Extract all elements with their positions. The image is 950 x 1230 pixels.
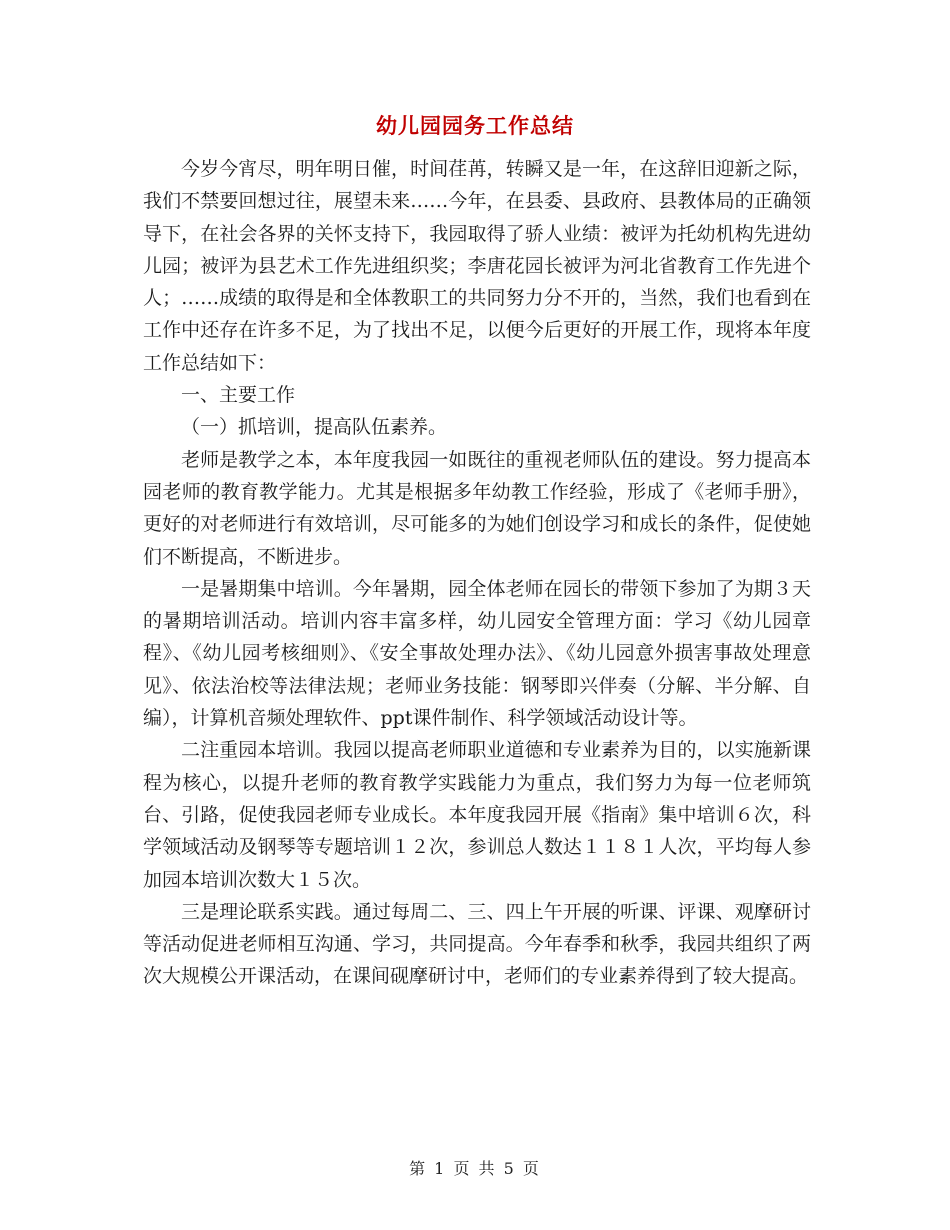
paragraph-summer-training: 一是暑期集中培训。今年暑期，园全体老师在园长的带领下参加了为期３天的暑期培训活动。培训内容丰富多样，幼儿园安全管理方面：学习《幼儿园章程》、《幼儿园考核细则》、《安全事故处理办法》、《幼儿园意外损害事故处理意见》、依法治校等法律法规；老师业务技能：钢琴即兴伴奏（分解、半分解、自编），计算机音频处理软件、ppt课件制作、科学领域活动设计等。 <box>143 577 811 730</box>
paragraph-teachers: 老师是教学之本，本年度我园一如既往的重视老师队伍的建设。努力提高本园老师的教育教学能力。尤其是根据多年幼教工作经验，形成了《老师手册》，更好的对老师进行有效培训，尽可能多的为她们创设学习和成长的条件，促使她们不断提高，不断进步。 <box>143 448 811 568</box>
subsection-heading-training: （一）抓培训，提高队伍素养。 <box>181 416 448 439</box>
document-body <box>143 153 811 993</box>
document-title: 幼儿园园务工作总结 <box>376 113 574 138</box>
paragraph-school-training: 二注重园本培训。我园以提高老师职业道德和专业素养为目的，以实施新课程为核心，以提升老师的教育教学实践能力为重点，我们努力为每一位老师筑台、引路，促使我园老师专业成长。本年度我园开展《指南》集中培训６次，科学领域活动及钢琴等专题培训１２次，参训总人数达１１８１人次，平均每人参加园本培训次数大１５次。 <box>143 739 811 891</box>
paragraph-theory-practice: 三是理论联系实践。通过每周二、三、四上午开展的听课、评课、观摩研讨等活动促进老师相互沟通、学习，共同提高。今年春季和秋季，我园共组织了两次大规模公开课活动，在课间砚摩研讨中，老师们的专业素养得到了较大提高。 <box>143 900 811 988</box>
page-footer: 第 1 页 共 5 页 <box>409 1159 541 1178</box>
section-heading-main-work: 一、主要工作 <box>181 384 296 407</box>
paragraph-intro: 今岁今宵尽，明年明日催，时间荏苒，转瞬又是一年，在这辞旧迎新之际，我们不禁要回想过往，展望未来……今年，在县委、县政府、县教体局的正确领导下，在社会各界的关怀支持下，我园取得了骄人业绩：被评为托幼机构先进幼儿园；被评为县艺术工作先进组织奖；李唐花园长被评为河北省教育工作先进个人；……成绩的取得是和全体教职工的共同努力分不开的，当然，我们也看到在工作中还存在许多不足，为了找出不足，以便今后更好的开展工作，现将本年度工作总结如下： <box>143 158 811 374</box>
